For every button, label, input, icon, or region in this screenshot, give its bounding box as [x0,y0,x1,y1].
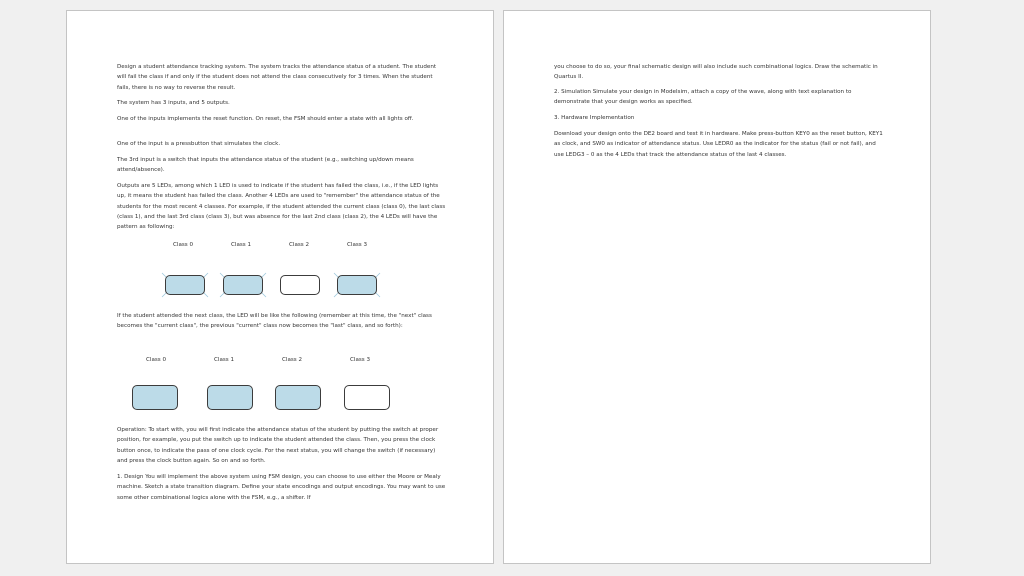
class-label: Class 1 [231,242,252,248]
class-label: Class 3 [347,242,368,248]
paragraph-reset: One of the inputs implements the reset function. On reset, the FSM should enter a state with all lights off. [117,116,414,122]
document-page-1 [66,10,494,564]
led-class-2 [275,385,321,410]
paragraph-design: 1. Design You will implement the above system using FSM design, you can choose to use either the Moore or Mealy machine. Sketch a state transition diagram. Define your state encodings and output encodings. You may want to use some other combinational logics alone with the FSM, e.g., a shifter. If [117,474,446,501]
class-label: Class 3 [350,357,371,363]
paragraph-clock: One of the input is a pressbutton that simulates the clock. [117,141,281,147]
class-label: Class 0 [173,242,194,248]
led-class-0 [132,385,178,410]
led-class-3 [337,275,377,295]
paragraph-io-count: The system has 3 inputs, and 5 outputs. [117,100,230,106]
class-label: Class 0 [146,357,167,363]
paragraph-intro: Design a student attendance tracking system. The system tracks the attendance status of a student. The student will fail the class if and only if the student does not attend the class consecutively for 3 times. When the student fails, there is no way to reverse the result. [117,64,437,91]
paragraph-simulation: 2. Simulation Simulate your design in Modelsim, attach a copy of the wave, along with text explanation to demonstrate that your design works as specified. [554,89,852,106]
paragraph-schematic: you choose to do so, your final schematic design will also include such combinational logics. Draw the schematic in Quartus II. [554,64,878,81]
paragraph-outputs: Outputs are 5 LEDs, among which 1 LED is used to indicate if the student has failed the class, i.e., if the LED lights up, it means the student has failed the class. Another 4 LEDs are used to "remember" the attendance status of the students for the most recent 4 classes. For example, if the student attended the current class (class 0), the last class (class 1), and the last 3rd class (class 3), but was absence for the last 2nd class (class 2), the 4 LEDs will have the pattern as following: [117,183,446,231]
led-class-0 [165,275,205,295]
led-class-3 [344,385,390,410]
paragraph-next-class: If the student attended the next class, the LED will be like the following (remember at this time, the "next" class becomes the "current class", the previous "current" class now becomes the "last" class, and so forth): [117,313,432,330]
paragraph-switch: The 3rd input is a switch that inputs the attendance status of the student (e.g., switching up/down means attend/absence). [117,157,414,174]
class-label: Class 2 [289,242,310,248]
heading-hardware: 3. Hardware Implementation [554,115,635,121]
document-page-2 [503,10,931,564]
led-class-1 [223,275,263,295]
class-label: Class 1 [214,357,235,363]
paragraph-operation: Operation: To start with, you will first indicate the attendance status of the student by putting the switch at proper position, for example, you put the switch up to indicate the student attended the class. Then, you press the clock button once, to indicate the pass of one clock cycle. For the next status, you will change the switch (if necessary) and press the clock button again. So on and so forth. [117,427,439,464]
led-class-1 [207,385,253,410]
class-label: Class 2 [282,357,303,363]
led-class-2 [280,275,320,295]
paragraph-hardware: Download your design onto the DE2 board and test it in hardware. Make press-button KEY0 as the reset button, KEY1 as clock, and SW0 as indicator of attendance status. Use LEDR0 as the indicator for the status (fail or not fail), and use LEDG3 – 0 as the 4 LEDs that track the attendance status of the last 4 classes. [554,131,883,158]
